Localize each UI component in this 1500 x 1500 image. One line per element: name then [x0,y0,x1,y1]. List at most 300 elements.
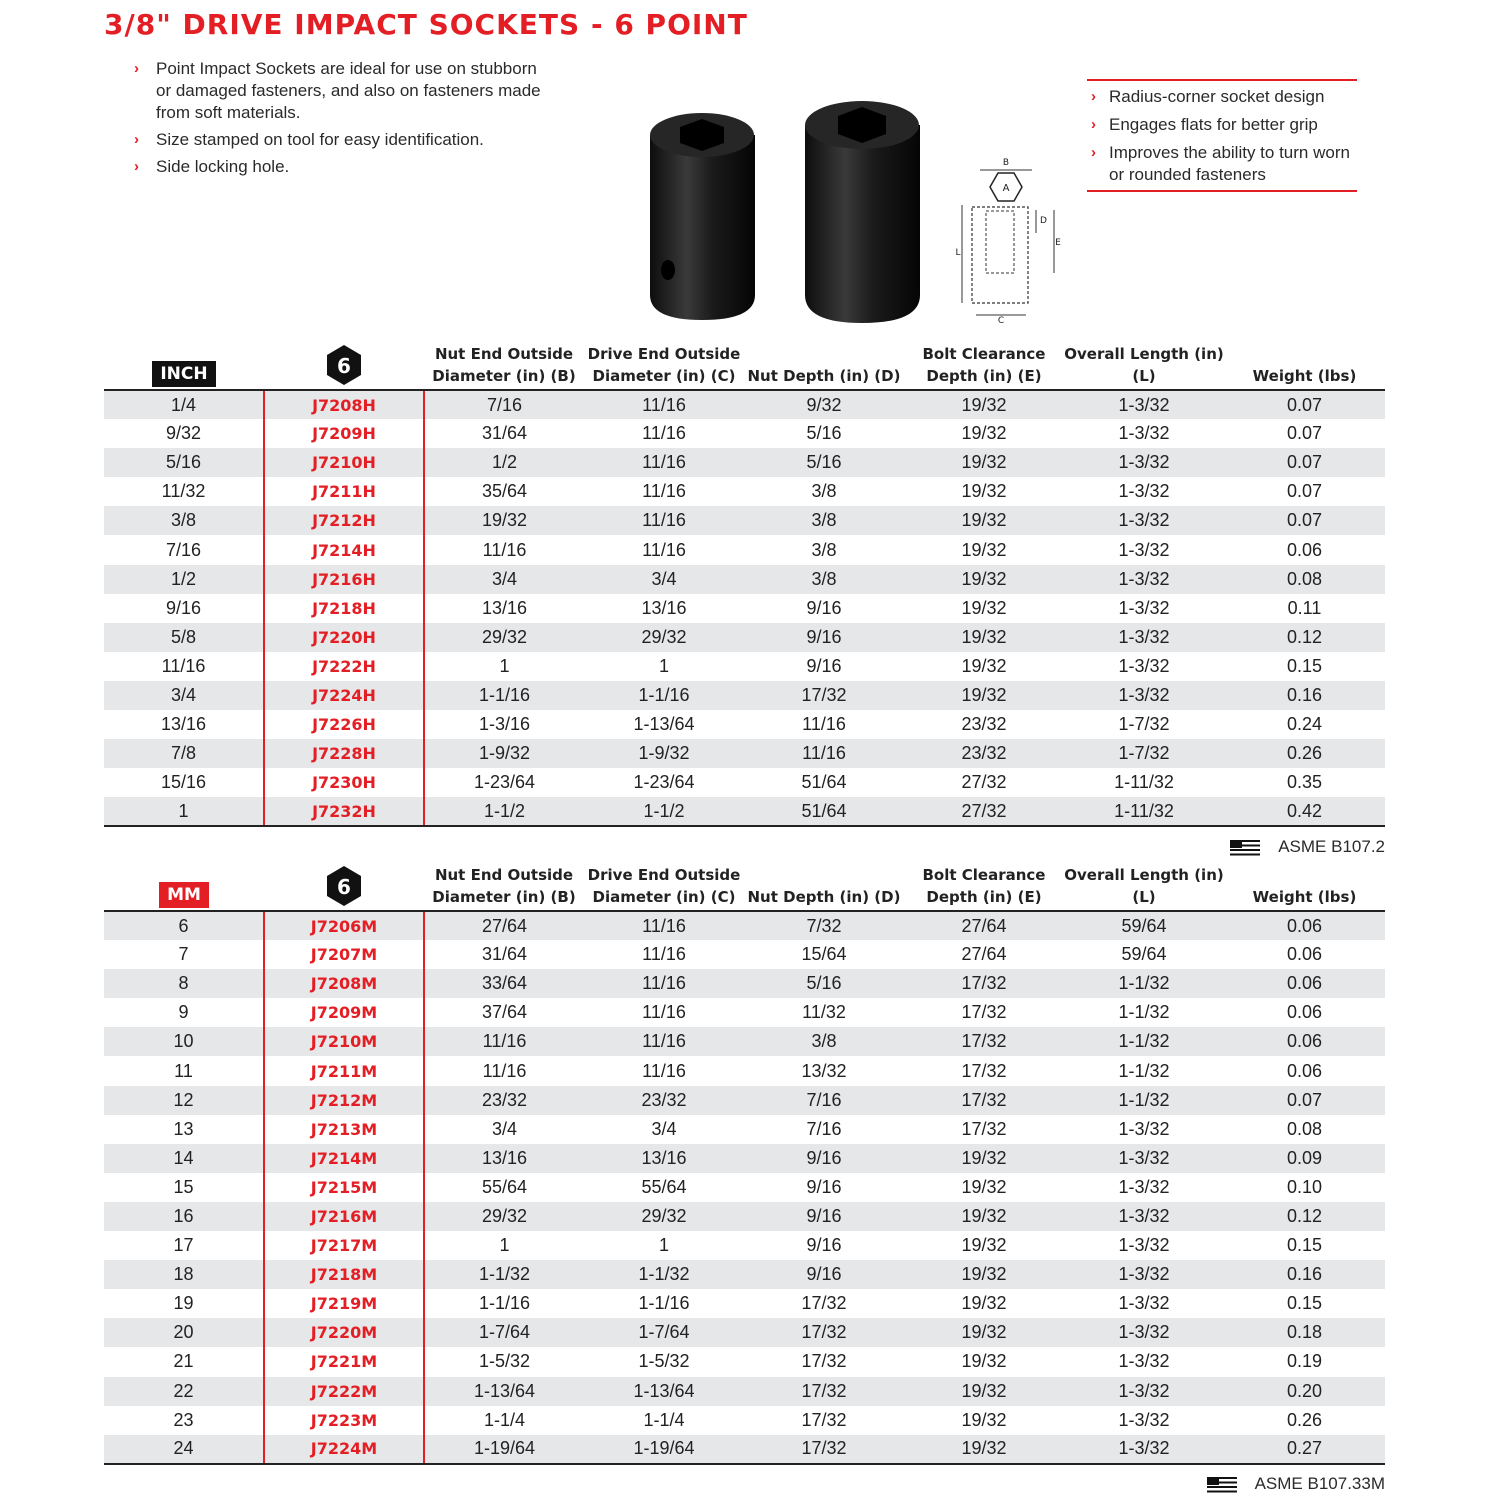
cell-bolt-clearance: 19/32 [961,597,1007,618]
diagram-label-e: E [1055,238,1061,248]
table-row [104,1260,1385,1289]
cell-bolt-clearance: 19/32 [904,681,1064,710]
cell-nut-depth: 9/16 [806,1235,842,1256]
cell-weight: 0.16 [1224,681,1385,710]
cell-weight: 0.07 [1224,390,1385,419]
cell-weight: 0.26 [1286,1409,1323,1430]
cell-bolt-clearance: 19/32 [904,1377,1064,1406]
cell-overall-length: 1-1/32 [1064,1086,1224,1115]
diagram-label-a: A [1002,183,1010,194]
diagram-label-d: D [1040,216,1047,226]
cell-overall-length: 1-3/32 [1064,448,1224,477]
cell-size: 10 [104,1027,264,1056]
benefit-item: › Engages flats for better grip [1091,115,1318,134]
cell-drive-od: 11/16 [584,390,744,419]
cell-weight: 0.10 [1286,1176,1323,1197]
cell-size: 11/32 [161,481,206,502]
cell-nut-depth: 9/16 [744,623,904,652]
cell-part-number: J7216H [264,565,424,594]
cell-bolt-clearance: 19/32 [904,390,1064,419]
cell-drive-od: 1-5/32 [638,1351,690,1372]
cell-part-number: J7207M [264,940,424,969]
benefit-item: › Improves the ability to turn worn or rounded fasteners [1091,143,1350,184]
cell-part-number: J7223M [264,1406,424,1435]
cell-bolt-clearance: 17/32 [961,1118,1007,1139]
cell-overall-length: 1-3/32 [1118,1235,1170,1256]
cell-size: 11/16 [161,655,206,676]
table-row [104,681,1385,710]
cell-nut-od: 33/64 [424,969,584,998]
table-row [104,1289,1385,1318]
cell-nut-depth: 3/8 [811,539,837,560]
chevron-right-icon: › [134,158,139,175]
unit-badge-inch: INCH [152,361,215,387]
cell-part-number: J7210M [264,1027,424,1056]
cell-size: 1/4 [104,390,264,419]
col-header-weight: Weight (lbs) [1224,863,1385,911]
cell-overall-length: 1-3/32 [1118,1293,1170,1314]
cell-part-number: J7212H [264,506,424,535]
cell-drive-od: 1-1/16 [638,1293,690,1314]
cell-bolt-clearance: 19/32 [904,1202,1064,1231]
svg-text:6: 6 [337,875,351,899]
cell-drive-od: 1-1/32 [584,1260,744,1289]
cell-overall-length: 1-3/32 [1064,1144,1224,1173]
cell-nut-depth: 17/32 [801,1409,847,1430]
table-row [104,768,1385,797]
cell-bolt-clearance: 23/32 [904,739,1064,768]
cell-nut-od: 1-19/64 [424,1435,584,1464]
cell-nut-od: 1-23/64 [473,772,536,793]
cell-part-number: J7218M [264,1260,424,1289]
cell-drive-od: 23/32 [584,1086,744,1115]
table-row [104,1115,1385,1144]
cell-size: 7/16 [165,539,202,560]
cell-overall-length: 1-7/32 [1064,739,1224,768]
cell-nut-od: 27/64 [424,911,584,940]
cell-bolt-clearance: 27/32 [961,772,1007,793]
cell-drive-od: 1-1/4 [643,1409,685,1430]
table-row [104,1377,1385,1406]
cell-bolt-clearance: 19/32 [904,448,1064,477]
cell-overall-length: 1-3/32 [1064,390,1224,419]
cell-nut-od: 11/16 [424,1027,584,1056]
mm-table-body [104,911,1385,1464]
benefit-item: › Radius-corner socket design [1091,87,1325,106]
cell-drive-od: 11/16 [642,423,686,444]
cell-part-number: J7215M [264,1173,424,1202]
cell-nut-od: 37/64 [481,1002,528,1023]
cell-part-number: J7211M [264,1056,424,1085]
cell-size: 9/32 [165,423,202,444]
cell-size: 14 [104,1144,264,1173]
cell-overall-length: 1-11/32 [1064,797,1224,826]
cell-nut-depth: 5/16 [744,969,904,998]
cell-overall-length: 1-1/32 [1064,1027,1224,1056]
cell-part-number: J7228H [264,739,424,768]
cell-drive-od: 1-19/64 [584,1435,744,1464]
cell-nut-depth: 3/8 [744,565,904,594]
cell-part-number: J7206M [264,911,424,940]
cell-size: 15 [173,1176,194,1197]
cell-bolt-clearance: 19/32 [961,423,1007,444]
cell-bolt-clearance: 19/32 [961,655,1007,676]
cell-weight: 0.09 [1224,1144,1385,1173]
inch-table-body [104,390,1385,826]
chevron-right-icon: › [1091,88,1096,105]
cell-overall-length: 1-3/32 [1118,1351,1170,1372]
cell-drive-od: 11/16 [584,448,744,477]
cell-bolt-clearance: 19/32 [961,1293,1007,1314]
cell-nut-od: 13/16 [481,597,528,618]
cell-overall-length: 1-11/32 [1114,772,1174,793]
cell-overall-length: 1-3/32 [1064,506,1224,535]
cell-part-number: J7218H [264,594,424,623]
cell-nut-od: 7/16 [424,390,584,419]
cell-drive-od: 1 [658,1235,669,1256]
cell-size: 9 [178,1002,189,1023]
cell-nut-od: 1-9/32 [424,739,584,768]
cell-part-number: J7222H [264,652,424,681]
cell-size: 5/16 [104,448,264,477]
cell-nut-od: 19/32 [424,506,584,535]
feature-item: › Point Impact Sockets are ideal for use on stubborn or damaged fasteners, and also on fasteners made from soft materials. [134,59,541,122]
col-header-nut-od: Nut End Outside Diameter (in) (B) [424,863,584,911]
cell-part-number: J7211H [264,477,424,506]
col-header-bolt-clearance: Bolt Clearance Depth (in) (E) [904,342,1064,390]
cell-size: 3/8 [104,506,264,535]
cell-part-number: J7214M [264,1144,424,1173]
cell-nut-od: 31/64 [481,944,528,965]
socket-right [805,101,920,323]
cell-nut-depth: 17/32 [801,1351,847,1372]
cell-bolt-clearance: 19/32 [904,1318,1064,1347]
cell-weight: 0.07 [1224,448,1385,477]
col-header-nut-depth: Nut Depth (in) (D) [744,863,904,911]
cell-bolt-clearance: 19/32 [961,1351,1007,1372]
hexagon-icon [325,343,363,387]
table-row [104,969,1385,998]
cell-weight: 0.06 [1224,1027,1385,1056]
cell-drive-od: 11/16 [584,1027,744,1056]
cell-nut-od: 31/64 [481,423,528,444]
cell-nut-od: 23/32 [424,1086,584,1115]
table-row [104,1347,1385,1376]
us-flag-icon [1230,840,1260,856]
cell-overall-length: 1-3/32 [1118,1118,1170,1139]
col-header-drive-od: Drive End Outside Diameter (in) (C) [584,863,744,911]
cell-part-number: J7214H [264,535,424,564]
cell-weight: 0.11 [1287,597,1322,618]
cell-weight: 0.12 [1224,1202,1385,1231]
cell-size: 15/16 [160,772,207,793]
cell-size: 7 [178,944,189,965]
cell-overall-length: 1-1/32 [1064,969,1224,998]
inch-spec-table [104,342,1385,827]
table-row [104,419,1385,448]
socket-dimension-diagram [946,155,1066,325]
cell-drive-od: 11/16 [642,481,686,502]
cell-weight: 0.06 [1286,1060,1323,1081]
cell-overall-length: 1-3/32 [1118,423,1170,444]
cell-part-number: J7208H [264,390,424,419]
cell-nut-depth: 11/16 [802,714,846,735]
cell-drive-od: 11/16 [642,1060,686,1081]
cell-nut-depth: 9/32 [744,390,904,419]
col-header-drive-od: Drive End Outside Diameter (in) (C) [584,342,744,390]
cell-bolt-clearance: 19/32 [961,481,1007,502]
table-row [104,998,1385,1027]
cell-overall-length: 1-3/32 [1118,1176,1170,1197]
cell-nut-depth: 3/8 [744,506,904,535]
col-header-overall-length: Overall Length (in) (L) [1064,342,1224,390]
table-row [104,1086,1385,1115]
cell-weight: 0.08 [1224,565,1385,594]
cell-nut-od: 1-1/2 [424,797,584,826]
cell-nut-od: 35/64 [481,481,528,502]
cell-drive-od: 3/4 [651,1118,677,1139]
cell-weight: 0.26 [1224,739,1385,768]
cell-nut-depth: 9/16 [806,1176,842,1197]
cell-overall-length: 1-3/32 [1064,1318,1224,1347]
cell-overall-length: 1-3/32 [1118,655,1170,676]
cell-drive-od: 1-1/16 [584,681,744,710]
cell-nut-od: 1-5/32 [478,1351,531,1372]
cell-part-number: J7213M [264,1115,424,1144]
cell-weight: 0.07 [1224,1086,1385,1115]
cell-bolt-clearance: 27/64 [961,944,1007,965]
cell-nut-depth: 11/16 [744,739,904,768]
table-row [104,710,1385,739]
cell-size: 13 [173,1118,194,1139]
cell-overall-length: 1-3/32 [1064,1435,1224,1464]
cell-size: 3/4 [104,681,264,710]
cell-weight: 0.07 [1224,506,1385,535]
table-row [104,1435,1385,1464]
col-header-point [264,863,424,911]
table-row [104,565,1385,594]
cell-drive-od: 1-1/2 [584,797,744,826]
cell-drive-od: 1-23/64 [633,772,695,793]
cell-weight: 0.18 [1224,1318,1385,1347]
cell-nut-depth: 9/16 [744,1202,904,1231]
cell-bolt-clearance: 23/32 [961,714,1007,735]
cell-size: 17 [173,1235,194,1256]
cell-nut-od: 1-3/16 [478,714,531,735]
cell-nut-od: 3/4 [491,1118,518,1139]
cell-drive-od: 11/16 [584,506,744,535]
socket-left [650,113,755,320]
standard-note-inch: ASME B107.2 [1230,837,1385,857]
cell-part-number: J7224H [264,681,424,710]
cell-drive-od: 13/16 [584,1144,744,1173]
cell-part-number: J7226H [264,710,424,739]
cell-weight: 0.06 [1286,539,1323,560]
cell-size: 7/8 [104,739,264,768]
cell-bolt-clearance: 19/32 [904,1144,1064,1173]
cell-weight: 0.24 [1286,714,1323,735]
mm-spec-table [104,863,1385,1465]
unit-badge-mm: MM [159,882,209,908]
cell-nut-od: 1-1/4 [483,1409,526,1430]
cell-part-number: J7216M [264,1202,424,1231]
cell-part-number: J7209H [264,419,424,448]
chevron-right-icon: › [1091,116,1096,133]
cell-part-number: J7220M [264,1318,424,1347]
cell-nut-od: 11/16 [482,1060,527,1081]
cell-overall-length: 1-3/32 [1064,1377,1224,1406]
cell-weight: 0.15 [1286,1293,1323,1314]
cell-weight: 0.15 [1286,1235,1323,1256]
table-row [104,739,1385,768]
cell-overall-length: 1-3/32 [1064,623,1224,652]
table-row [104,1231,1385,1260]
cell-nut-depth: 7/16 [806,1118,842,1139]
cell-overall-length: 1-3/32 [1118,539,1170,560]
cell-overall-length: 1-1/32 [1118,1060,1170,1081]
cell-nut-od: 1-1/32 [424,1260,584,1289]
cell-drive-od: 3/4 [584,565,744,594]
cell-drive-od: 1 [658,655,669,676]
cell-overall-length: 1-3/32 [1064,681,1224,710]
cell-part-number: J7210H [264,448,424,477]
cell-nut-depth: 5/16 [806,423,842,444]
cell-overall-length: 1-3/32 [1118,1409,1170,1430]
cell-nut-depth: 13/32 [801,1060,847,1081]
table-row [104,1027,1385,1056]
cell-bolt-clearance: 19/32 [904,623,1064,652]
cell-size: 13/16 [160,714,207,735]
table-row [104,1173,1385,1202]
cell-size: 1 [104,797,264,826]
cell-size: 20 [104,1318,264,1347]
cell-nut-depth: 17/32 [744,1377,904,1406]
cell-weight: 0.35 [1286,772,1323,793]
chevron-right-icon: › [134,131,139,148]
cell-part-number: J7209M [264,998,424,1027]
cell-size: 6 [104,911,264,940]
cell-drive-od: 29/32 [584,1202,744,1231]
col-header-overall-length: Overall Length (in) (L) [1064,863,1224,911]
svg-text:6: 6 [337,354,351,378]
cell-part-number: J7232H [264,797,424,826]
cell-nut-depth: 51/64 [801,772,847,793]
cell-bolt-clearance: 17/32 [904,1027,1064,1056]
cell-weight: 0.16 [1224,1260,1385,1289]
cell-bolt-clearance: 17/32 [961,1060,1007,1081]
cell-nut-depth: 17/32 [744,1318,904,1347]
cell-weight: 0.06 [1286,944,1323,965]
col-header-bolt-clearance: Bolt Clearance Depth (in) (E) [904,863,1064,911]
cell-nut-od: 1-7/64 [424,1318,584,1347]
cell-nut-od: 1 [499,655,510,676]
cell-nut-od: 1/2 [424,448,584,477]
cell-nut-od: 1-13/64 [424,1377,584,1406]
cell-size: 12 [104,1086,264,1115]
cell-nut-depth: 51/64 [744,797,904,826]
cell-nut-depth: 7/32 [744,911,904,940]
table-row [104,652,1385,681]
cell-nut-od: 1 [499,1235,510,1256]
cell-weight: 0.19 [1286,1351,1323,1372]
cell-nut-od: 29/32 [424,623,584,652]
cell-part-number: J7221M [264,1347,424,1376]
cell-overall-length: 1-3/32 [1118,597,1170,618]
table-row [104,1318,1385,1347]
cell-overall-length: 1-1/32 [1118,1002,1170,1023]
cell-drive-od: 1-7/64 [584,1318,744,1347]
cell-size: 22 [104,1377,264,1406]
cell-drive-od: 1-13/64 [633,714,695,735]
cell-weight: 0.06 [1286,1002,1323,1023]
hexagon-icon [325,864,363,908]
cell-nut-od: 1-1/16 [424,681,584,710]
cell-weight: 0.08 [1286,1118,1323,1139]
table-row [104,477,1385,506]
cell-weight: 0.27 [1224,1435,1385,1464]
chevron-right-icon: › [134,60,139,77]
cell-part-number: J7224M [264,1435,424,1464]
cell-drive-od: 11/16 [584,969,744,998]
cell-part-number: J7212M [264,1086,424,1115]
cell-nut-depth: 11/32 [802,1002,846,1023]
cell-bolt-clearance: 27/32 [904,797,1064,826]
cell-size: 19 [173,1293,194,1314]
benefit-list [1087,79,1357,192]
cell-overall-length: 1-7/32 [1118,714,1170,735]
col-header-nut-depth: Nut Depth (in) (D) [744,342,904,390]
cell-size: 24 [104,1435,264,1464]
table-row [104,1144,1385,1173]
cell-nut-od: 1-1/16 [478,1293,531,1314]
chevron-right-icon: › [1091,144,1096,161]
col-header-nut-od: Nut End Outside Diameter (in) (B) [424,342,584,390]
cell-part-number: J7208M [264,969,424,998]
us-flag-icon [1207,1477,1237,1493]
table-row [104,448,1385,477]
cell-bolt-clearance: 19/32 [961,1176,1007,1197]
cell-overall-length: 1-3/32 [1064,1202,1224,1231]
cell-weight: 0.06 [1224,969,1385,998]
table-row [104,797,1385,826]
cell-drive-od: 11/16 [642,1002,686,1023]
cell-size: 23 [173,1409,194,1430]
cell-bolt-clearance: 19/32 [904,506,1064,535]
cell-bolt-clearance: 27/64 [904,911,1064,940]
table-row [104,623,1385,652]
cell-drive-od: 11/16 [642,944,686,965]
cell-bolt-clearance: 19/32 [904,1435,1064,1464]
cell-nut-depth: 9/16 [744,1260,904,1289]
cell-part-number: J7222M [264,1377,424,1406]
feature-item: › Size stamped on tool for easy identification. [134,130,484,149]
cell-part-number: J7220H [264,623,424,652]
cell-size: 18 [104,1260,264,1289]
cell-size: 9/16 [165,597,202,618]
cell-bolt-clearance: 19/32 [904,1260,1064,1289]
cell-drive-od: 11/16 [584,911,744,940]
cell-overall-length: 59/64 [1121,944,1167,965]
cell-drive-od: 11/16 [642,539,686,560]
cell-size: 16 [104,1202,264,1231]
col-header-weight: Weight (lbs) [1224,342,1385,390]
col-header-size [104,863,264,911]
cell-part-number: J7230H [264,768,424,797]
cell-size: 1/2 [104,565,264,594]
cell-size: 5/8 [104,623,264,652]
table-row [104,911,1385,940]
cell-bolt-clearance: 17/32 [904,969,1064,998]
